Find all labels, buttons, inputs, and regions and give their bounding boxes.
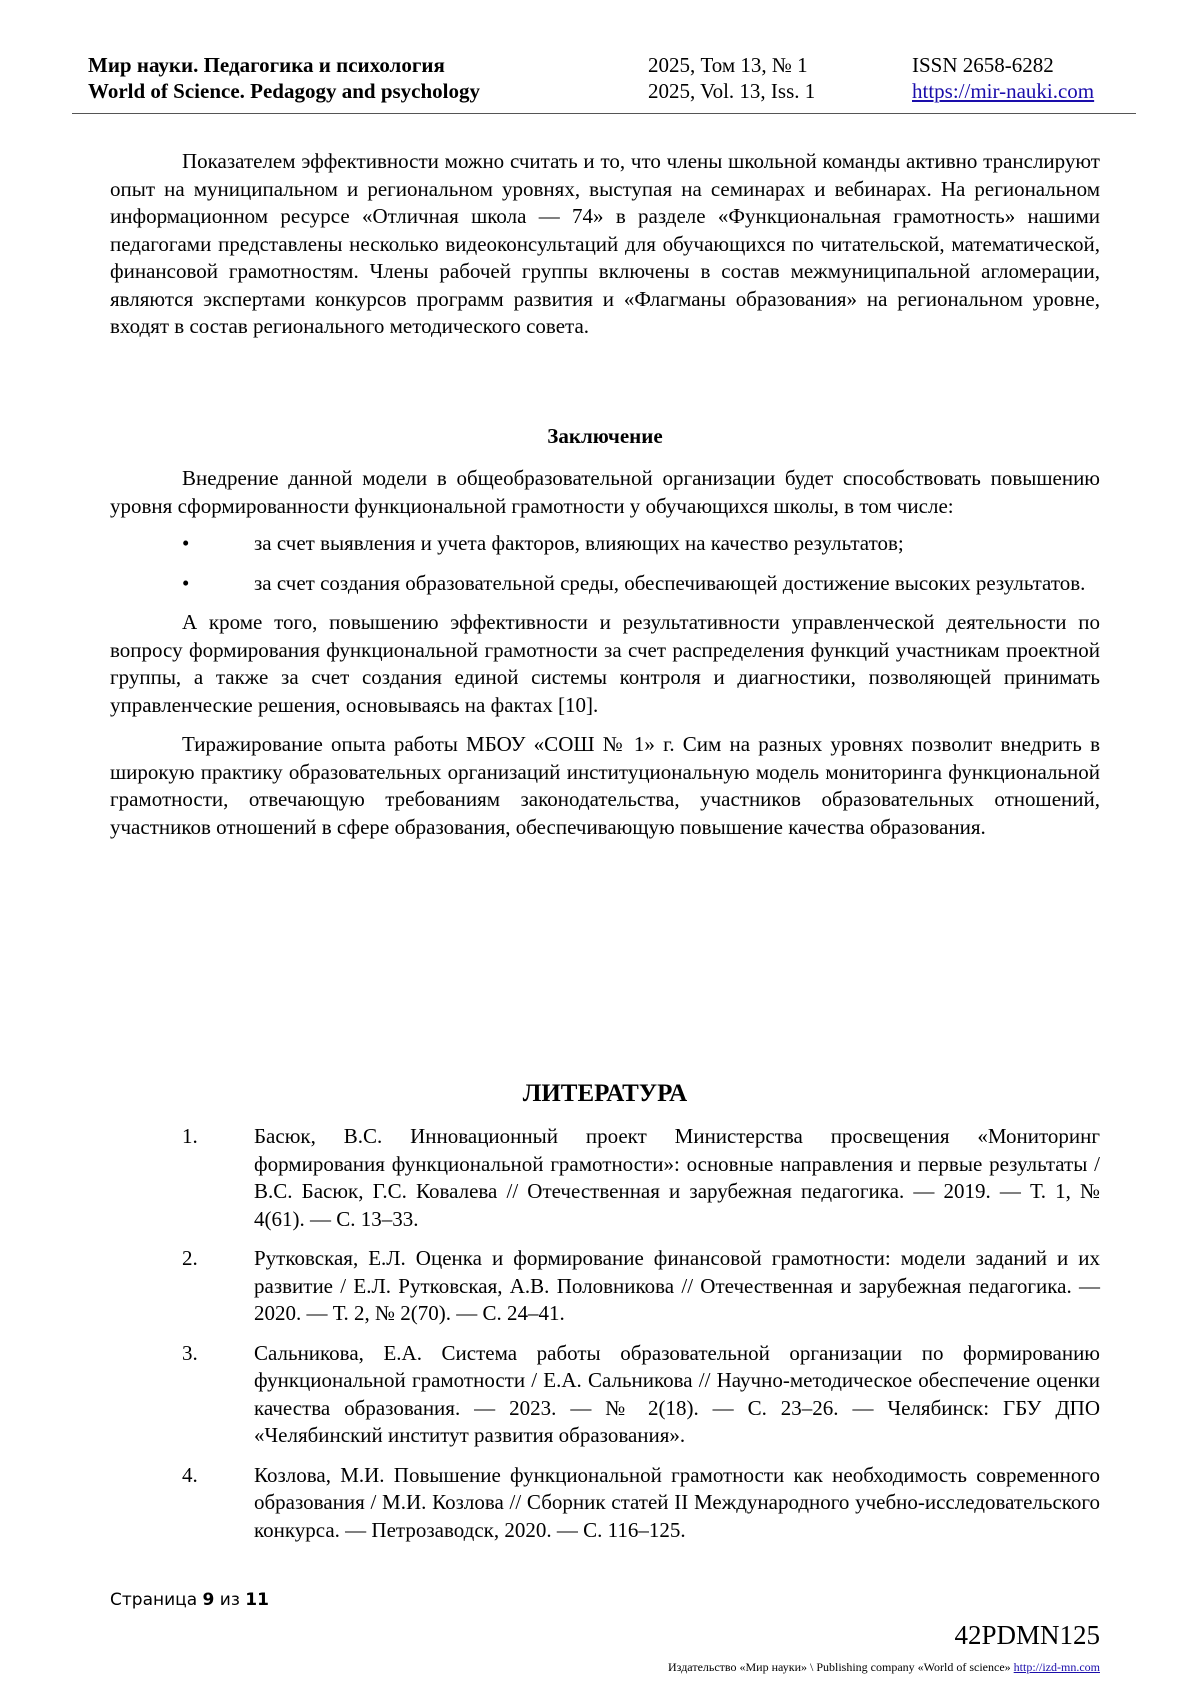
list-item — [110, 570, 1100, 598]
reference-text: Сальникова, Е.А. Система работы образовательной организации по формированию функциональной грамотности / Е.А. Сальникова // Научно-методическое обеспечение оценки качества образования. — 2023. — № 2(18). — С. 23–26. — Челябинск: ГБУ ДПО «Челябинский институт развития образования». — [254, 1340, 1100, 1447]
references-section — [110, 1123, 1100, 1556]
bullet-icon: • — [182, 570, 190, 595]
article-code: 42PDMN125 — [954, 1620, 1100, 1650]
conclusion-heading: Заключение — [547, 424, 663, 448]
issn-block — [912, 52, 1094, 104]
issue-block — [648, 52, 815, 104]
reference-number: 4. — [182, 1462, 198, 1487]
reference-text: Козлова, М.И. Повышение функциональной грамотности как необходимость современного образования / М.И. Козлова // Сборник статей II Международного учебно-исследовательского конкурса. — Петрозаводск, 2020. — С. 116–125. — [254, 1462, 1100, 1542]
publisher-line — [668, 1660, 1100, 1675]
page-counter — [110, 1590, 269, 1610]
intro-section — [110, 148, 1100, 341]
bullet-icon: • — [182, 531, 190, 555]
conclusion-bullets — [110, 530, 1100, 597]
issue-en: 2025, Vol. 13, Iss. 1 — [648, 79, 816, 103]
list-item — [110, 1462, 1100, 1545]
list-item — [110, 1123, 1100, 1233]
references-list — [110, 1123, 1100, 1544]
conclusion-lead: Внедрение данной модели в общеобразовательной организации будет способствовать повышению уровня сформированности функциональной грамотности у обучающихся школы, в том числе: — [110, 466, 1100, 518]
conclusion-paragraph-3: Тиражирование опыта работы МБОУ «СОШ № 1» г. Сим на разных уровнях позволит внедрить в широкую практику образовательных организаций институциональную модель мониторинга функциональной грамотности, отвечающую требованиям законодательства, участников образовательных отношений, участников отношений в сфере образования, обеспечивающую повышение качества образования. — [110, 732, 1100, 839]
publisher-text: Издательство «Мир науки» \ Publishing company «World of science» — [668, 1660, 1011, 1674]
issn: ISSN 2658-6282 — [912, 53, 1054, 77]
reference-number: 3. — [182, 1340, 198, 1365]
bullet-text: за счет создания образовательной среды, обеспечивающей достижение высоких результатов. — [254, 570, 1086, 595]
page-total: 11 — [245, 1590, 269, 1610]
intro-paragraph: Показателем эффективности можно считать и то, что члены школьной команды активно транслируют опыт на муниципальном и региональном уровнях, выступая на семинарах и вебинарах. На региональном информационном ресурсе «Отличная школа — 74» в разделе «Функциональная грамотность» нашими педагогами представлены несколько видеоконсультаций для обучающихся по читательской, математической, финансовой грамотностям. Члены рабочей группы включены в состав межмуниципальной агломерации, являются экспертами конкурсов программ развития и «Флагманы образования» на региональном уровне, входят в состав регионального методического совета. — [110, 149, 1100, 338]
header-divider — [72, 113, 1136, 114]
reference-number: 1. — [182, 1124, 198, 1148]
list-item — [110, 1340, 1100, 1450]
issue-ru: 2025, Том 13, № 1 — [648, 53, 808, 77]
journal-title-en: World of Science. Pedagogy and psychology — [88, 79, 481, 103]
reference-text: Рутковская, Е.Л. Оценка и формирование финансовой грамотности: модели заданий и их развитие / Е.Л. Рутковская, А.В. Половникова // Отечественная и зарубежная педагогика. — 2020. — Т. 2, № 2(70). — С. 24–41. — [254, 1246, 1100, 1325]
list-item — [110, 530, 1100, 558]
page-of: из — [219, 1590, 240, 1610]
publisher-url-link[interactable]: http://izd-mn.com — [1013, 1660, 1100, 1674]
reference-number: 2. — [182, 1246, 198, 1270]
reference-text: Басюк, В.С. Инновационный проект Министерства просвещения «Мониторинг формирования функциональной грамотности»: основные направления и первые результаты / В.С. Басюк, Г.С. Ковалева // Отечественная и зарубежная педагогика. — 2019. — Т. 1, № 4(61). — С. 13–33. — [254, 1124, 1100, 1231]
page-word: Страница — [110, 1590, 198, 1610]
bullet-text: за счет выявления и учета факторов, влияющих на качество результатов; — [254, 531, 904, 555]
list-item — [110, 1245, 1100, 1328]
journal-url-link[interactable]: https://mir-nauki.com — [912, 79, 1095, 103]
journal-title-ru: Мир науки. Педагогика и психология — [88, 53, 445, 77]
conclusion-paragraph-2: А кроме того, повышению эффективности и результативности управленческой деятельности по вопросу формирования функциональной грамотности за счет распределения функций участникам проектной группы, а также за счет создания единой системы контроля и диагностики, позволяющей принимать управленческие решения, основываясь на фактах [10]. — [110, 610, 1100, 717]
conclusion-section — [110, 465, 1100, 841]
journal-title-block — [88, 52, 480, 104]
references-heading: ЛИТЕРАТУРА — [522, 1080, 688, 1107]
page-current: 9 — [202, 1590, 215, 1610]
